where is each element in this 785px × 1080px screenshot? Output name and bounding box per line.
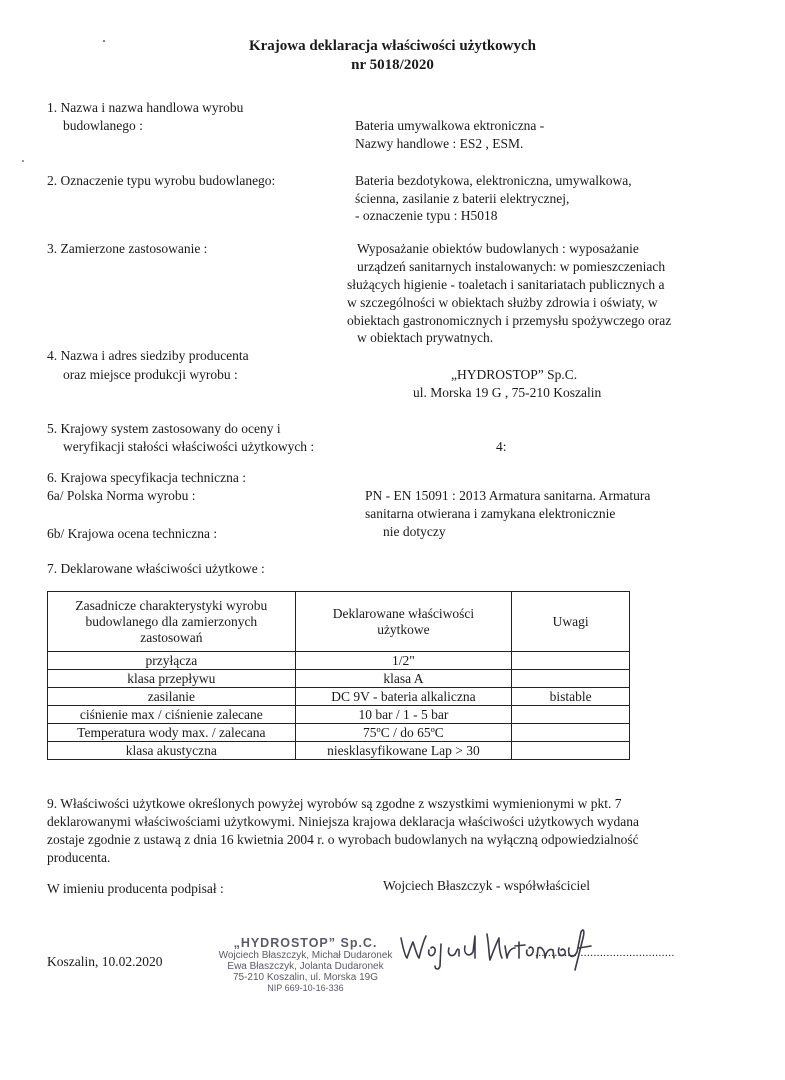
- cell-characteristic: Temperatura wody max. / zalecana: [48, 724, 296, 742]
- s1-label-line1: 1. Nazwa i nazwa handlowa wyrobu: [47, 100, 244, 115]
- stamp-line4: 75-210 Koszalin, ul. Morska 19G: [232, 972, 379, 983]
- scan-speck: [103, 40, 105, 42]
- table-header-characteristics: [48, 592, 296, 652]
- signer-name: Wojciech Błaszczyk - współwłaściciel: [383, 878, 590, 893]
- s4-label-line2: oraz miejsce produkcji wyrobu :: [63, 367, 238, 382]
- s3-value-line6: w obiektach prywatnych.: [357, 330, 494, 345]
- stamp-line5: NIP 669-10-16-336: [267, 983, 344, 993]
- s6a-label: 6a/ Polska Norma wyrobu :: [47, 488, 196, 503]
- table-row: [48, 724, 630, 742]
- s6b-label: 6b/ Krajowa ocena techniczna :: [47, 526, 218, 541]
- table-row: [48, 688, 630, 706]
- s6a-value-line3: nie dotyczy: [383, 524, 446, 539]
- s7-label: 7. Deklarowane właściwości użytkowe :: [47, 561, 265, 576]
- cell-characteristic: przyłącza: [48, 652, 296, 670]
- s1-value-line2: Nazwy handlowe : ES2 , ESM.: [355, 136, 524, 151]
- s6-label: 6. Krajowa specyfikacja techniczna :: [47, 470, 247, 485]
- cell-note: [512, 652, 630, 670]
- company-stamp: [218, 936, 393, 994]
- place-date: Koszalin, 10.02.2020: [47, 954, 163, 969]
- cell-value: 75ºC / do 65ºC: [295, 724, 511, 742]
- cell-characteristic: ciśnienie max / ciśnienie zalecane: [48, 706, 296, 724]
- cell-value: 1/2": [295, 652, 511, 670]
- properties-table: [47, 591, 630, 760]
- cell-note: bistable: [512, 688, 630, 706]
- s9-line3: zostaje zgodnie z ustawą z dnia 16 kwietnia 2004 r. o wyrobach budowlanych na wyłączną odpowiedzialność: [47, 832, 639, 847]
- s4-label-line1: 4. Nazwa i adres siedziby producenta: [47, 348, 249, 363]
- table-header-declared: [295, 592, 511, 652]
- stamp-line2: Wojciech Błaszczyk, Michał Dudaronek: [218, 950, 393, 961]
- document-title: Krajowa deklaracja właściwości użytkowych: [248, 38, 537, 54]
- cell-note: [512, 670, 630, 688]
- table-header-row: [48, 592, 630, 652]
- s6a-value-line1: PN - EN 15091 : 2013 Armatura sanitarna. Armatura: [365, 488, 651, 503]
- s5-label-line2: weryfikacji stałości właściwości użytkowych :: [63, 439, 315, 454]
- s3-value-line4: w szczególności w obiektach służby zdrowia i oświaty, w: [347, 295, 658, 310]
- cell-value: klasa A: [295, 670, 511, 688]
- s1-label-line2: budowlanego :: [63, 118, 143, 133]
- s3-label: 3. Zamierzone zastosowanie :: [47, 241, 208, 256]
- header-col1-line1: Zasadnicze charakterystyki wyrobu: [75, 597, 268, 613]
- stamp-line1: „HYDROSTOP” Sp.C.: [233, 936, 378, 950]
- header-col1-line3: zastosowań: [140, 629, 203, 645]
- s1-value-line1: Bateria umywalkowa ektroniczna -: [355, 118, 545, 133]
- cell-value: niesklasyfikowane Lap > 30: [295, 742, 511, 760]
- signature-label: W imieniu producenta podpisał :: [47, 881, 224, 896]
- cell-characteristic: klasa przepływu: [48, 670, 296, 688]
- s3-value-line1: Wyposażanie obiektów budowlanych : wyposażanie: [357, 241, 639, 256]
- cell-value: DC 9V - bateria alkaliczna: [295, 688, 511, 706]
- header-col1-line2: budowlanego dla zamierzonych: [85, 613, 258, 629]
- cell-characteristic: zasilanie: [48, 688, 296, 706]
- s4-company-name: „HYDROSTOP” Sp.C.: [451, 367, 578, 382]
- s9-line1: 9. Właściwości użytkowe określonych powyżej wyrobów są zgodne z wszystkimi wymienionymi w pkt. 7: [47, 796, 622, 811]
- stamp-line3: Ewa Błaszczyk, Jolanta Dudaronek: [227, 961, 384, 972]
- s5-value: 4:: [496, 439, 507, 454]
- header-col2-line2: użytkowe: [377, 621, 430, 637]
- s3-value-line5: obiektach gastronomicznych i przemysłu spożywczego oraz: [347, 313, 672, 328]
- s2-value-line2: ścienna, zasilanie z baterii elektrycznej,: [355, 191, 570, 206]
- s3-value-line2: urządzeń sanitarnych instalowanych: w pomieszczeniach: [357, 259, 666, 274]
- cell-note: [512, 742, 630, 760]
- s5-label-line1: 5. Krajowy system zastosowany do oceny i: [47, 421, 281, 436]
- table-row: [48, 670, 630, 688]
- s9-line4: producenta.: [47, 850, 111, 865]
- s2-value-line3: - oznaczenie typu : H5018: [355, 208, 498, 223]
- table-row: [48, 706, 630, 724]
- s2-value-line1: Bateria bezdotykowa, elektroniczna, umywalkowa,: [355, 173, 632, 188]
- s3-value-line3: służących higienie - toaletach i sanitariatach publicznych a: [347, 277, 665, 292]
- table-row: [48, 652, 630, 670]
- table-row: [48, 742, 630, 760]
- handwritten-signature: [395, 926, 595, 972]
- s2-label: 2. Oznaczenie typu wyrobu budowlanego:: [47, 173, 276, 188]
- cell-value: 10 bar / 1 - 5 bar: [295, 706, 511, 724]
- scan-speck: [22, 160, 24, 162]
- s9-line2: deklarowanymi właściwościami użytkowymi. Niniejsza krajowa deklaracja właściwości użytkowych wydana: [47, 814, 639, 829]
- cell-note: [512, 724, 630, 742]
- cell-note: [512, 706, 630, 724]
- table-header-notes: Uwagi: [512, 592, 630, 652]
- header-col2-line1: Deklarowane właściwości: [332, 605, 475, 621]
- s4-company-address: ul. Morska 19 G , 75-210 Koszalin: [413, 385, 602, 400]
- signature-dotted-line: ...........................................: [535, 947, 675, 959]
- cell-characteristic: klasa akustyczna: [48, 742, 296, 760]
- document-number: nr 5018/2020: [351, 57, 434, 73]
- s6a-value-line2: sanitarna otwierana i zamykana elektronicznie: [365, 506, 616, 521]
